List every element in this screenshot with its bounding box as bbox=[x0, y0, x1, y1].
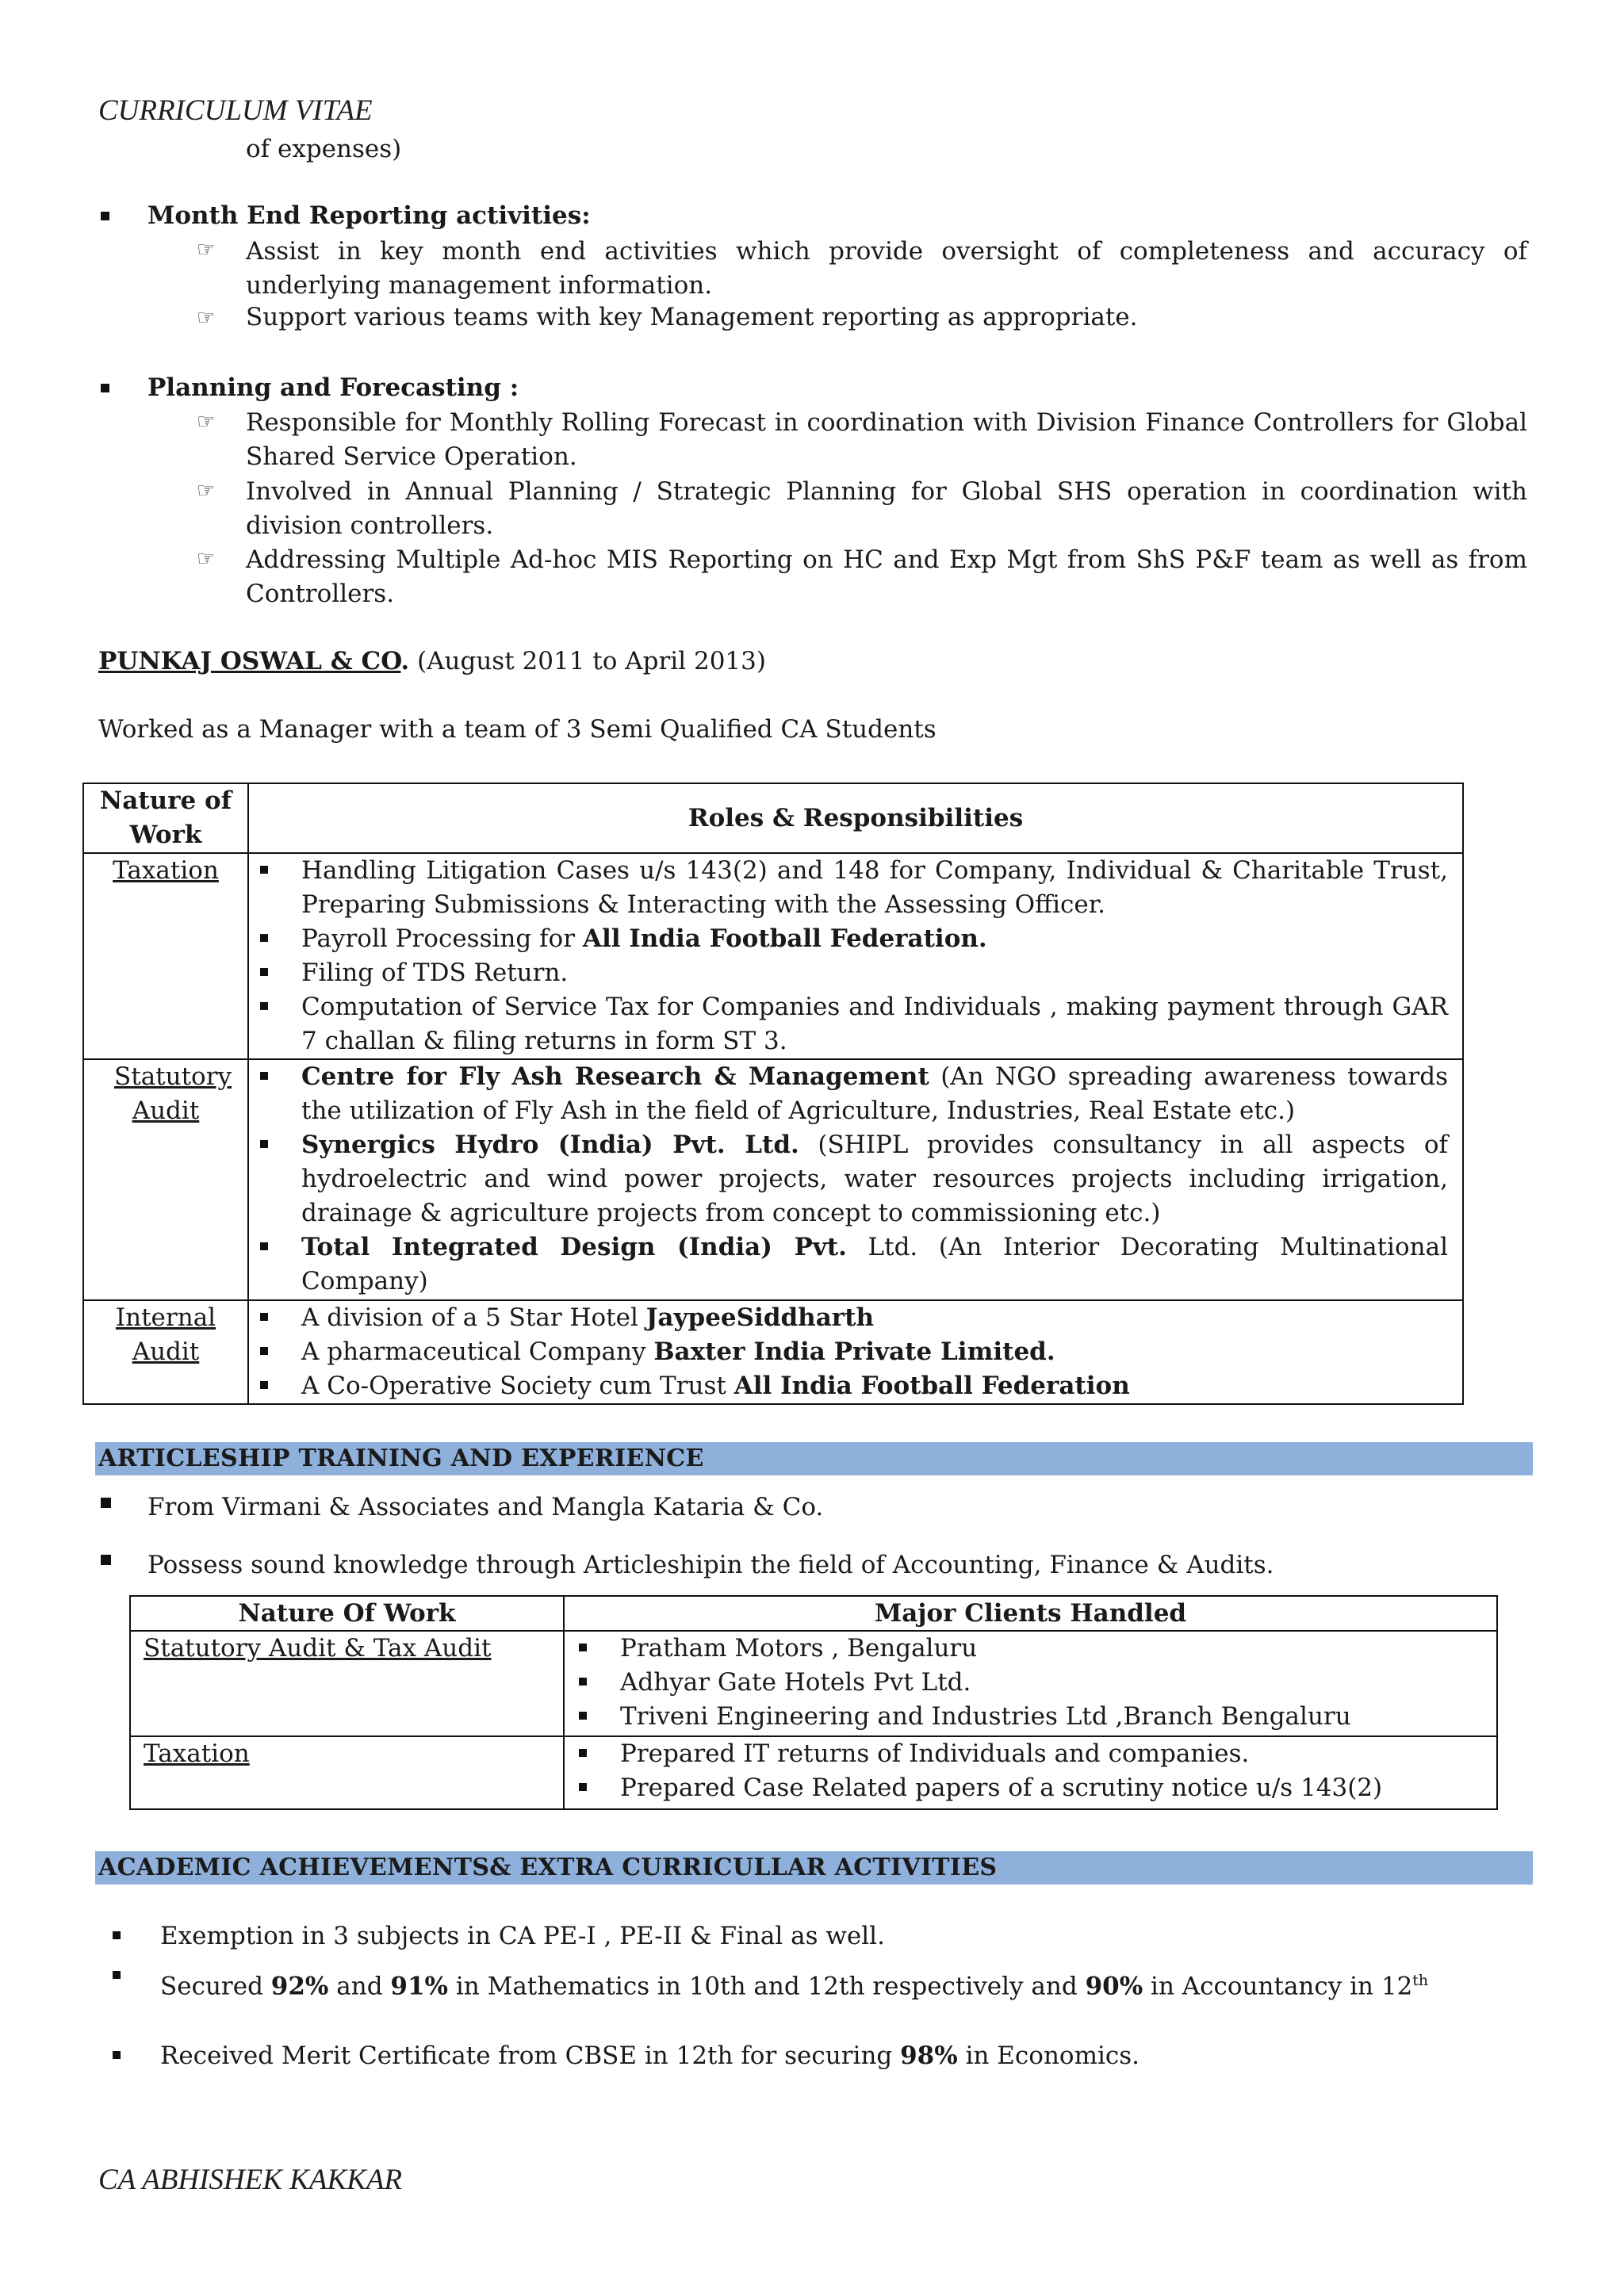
planning-item: Involved in Annual Planning / Strategic Planning for Global SHS operation in coordination with division controllers. bbox=[246, 477, 1527, 540]
list-item: Payroll Processing for All India Football Federation. bbox=[249, 922, 1448, 956]
bullet bbox=[101, 1498, 111, 1508]
clients-table bbox=[129, 1595, 1498, 1810]
bullet bbox=[113, 1931, 121, 1939]
table-row bbox=[83, 1059, 1463, 1300]
list-item: Computation of Service Tax for Companies and Individuals , making payment through GAR 7 challan & filing returns in form ST 3. bbox=[249, 990, 1448, 1058]
academic-item: Received Merit Certificate from CBSE in 12th for securing 98% in Economics. bbox=[160, 2042, 1140, 2070]
list-item: A pharmaceutical Company Baxter India Private Limited. bbox=[249, 1335, 1448, 1369]
list-item: Adhyar Gate Hotels Pvt Ltd. bbox=[568, 1666, 1496, 1700]
list-item: A division of a 5 Star Hotel JaypeeSiddharth bbox=[249, 1301, 1448, 1335]
pointing-hand-icon: ☞ bbox=[197, 547, 216, 571]
col-header-nature: Nature of Work bbox=[83, 783, 248, 853]
academic-item: Exemption in 3 subjects in CA PE-I , PE-II & Final as well. bbox=[160, 1922, 885, 1950]
list-item: Total Integrated Design (India) Pvt. Ltd. (An Interior Decorating Multinational Company) bbox=[249, 1230, 1448, 1299]
month-end-item: Assist in key month end activities which provide oversight of completeness and accuracy of underlying management information. bbox=[246, 237, 1527, 300]
list-item: Synergics Hydro (India) Pvt. Ltd. (SHIPL provides consultancy in all aspects of hydroelectric and wind power projects, water resources projects including irrigation, drainage & agriculture projects from concept to commissioning etc.) bbox=[249, 1128, 1448, 1230]
col-header-roles: Roles & Responsibilities bbox=[248, 783, 1463, 853]
firm-role: Worked as a Manager with a team of 3 Semi Qualified CA Students bbox=[98, 715, 936, 744]
bullet bbox=[101, 212, 109, 220]
list-item: Prepared IT returns of Individuals and companies. bbox=[568, 1737, 1496, 1771]
month-end-item: Support various teams with key Management reporting as appropriate. bbox=[246, 303, 1138, 331]
list-item: Centre for Fly Ash Research & Management (An NGO spreading awareness towards the utilization of Fly Ash in the field of Agriculture, Industries, Real Estate etc.) bbox=[249, 1060, 1448, 1128]
list-item: Handling Litigation Cases u/s 143(2) and 148 for Company, Individual & Charitable Trust, Preparing Submissions & Interacting with the Assessing Officer. bbox=[249, 854, 1448, 922]
bullet bbox=[101, 1555, 111, 1565]
table-row bbox=[130, 1736, 1497, 1809]
list-item: Filing of TDS Return. bbox=[249, 956, 1448, 990]
bullet bbox=[113, 1971, 121, 1979]
firm-line: PUNKAJ OSWAL & CO. (August 2011 to April 2013) bbox=[98, 647, 766, 675]
row-label-statutory: Statutory Audit bbox=[114, 1062, 232, 1125]
planning-item: Addressing Multiple Ad-hoc MIS Reporting on HC and Exp Mgt from ShS P&F team as well as from Controllers. bbox=[246, 545, 1527, 608]
table-row bbox=[83, 1300, 1463, 1404]
row-label-internal: Internal Audit bbox=[115, 1303, 216, 1366]
list-item: Triveni Engineering and Industries Ltd ,Branch Bengaluru bbox=[568, 1700, 1496, 1734]
roles-table bbox=[82, 783, 1464, 1405]
table-row bbox=[130, 1631, 1497, 1736]
col-header-nature: Nature Of Work bbox=[130, 1596, 564, 1631]
list-item: Pratham Motors , Bengaluru bbox=[568, 1632, 1496, 1666]
firm-period: (August 2011 to April 2013) bbox=[417, 647, 766, 675]
table-row bbox=[83, 853, 1463, 1059]
pointing-hand-icon: ☞ bbox=[197, 410, 216, 434]
col-header-clients: Major Clients Handled bbox=[564, 1596, 1497, 1631]
continued-text: of expenses) bbox=[246, 135, 402, 163]
pointing-hand-icon: ☞ bbox=[197, 479, 216, 503]
list-item: A Co-Operative Society cum Trust All India Football Federation bbox=[249, 1369, 1448, 1403]
articleship-item: Possess sound knowledge through Articleshipin the field of Accounting, Finance & Audits. bbox=[147, 1551, 1274, 1579]
pointing-hand-icon: ☞ bbox=[197, 306, 216, 330]
list-item: Prepared Case Related papers of a scrutiny notice u/s 143(2) bbox=[568, 1771, 1496, 1805]
row-label: Taxation bbox=[144, 1739, 250, 1768]
bullet bbox=[113, 2051, 121, 2059]
articleship-heading: ARTICLESHIP TRAINING AND EXPERIENCE bbox=[98, 1445, 704, 1472]
row-label-taxation: Taxation bbox=[113, 856, 219, 885]
planning-heading: Planning and Forecasting : bbox=[147, 373, 519, 402]
page-footer: CA ABHISHEK KAKKAR bbox=[98, 2164, 403, 2196]
planning-item: Responsible for Monthly Rolling Forecast in coordination with Division Finance Controllers for Global Shared Service Operation. bbox=[246, 408, 1527, 471]
firm-name: PUNKAJ OSWAL & CO bbox=[98, 647, 401, 675]
articleship-item: From Virmani & Associates and Mangla Kataria & Co. bbox=[147, 1493, 824, 1521]
academic-item: Secured 92% and 91% in Mathematics in 10th and 12th respectively and 90% in Accountancy in 12th bbox=[160, 1972, 1429, 2001]
row-label: Statutory Audit & Tax Audit bbox=[144, 1634, 492, 1663]
academic-heading: ACADEMIC ACHIEVEMENTS& EXTRA CURRICULLAR ACTIVITIES bbox=[98, 1854, 998, 1881]
month-end-heading: Month End Reporting activities: bbox=[147, 201, 591, 230]
pointing-hand-icon: ☞ bbox=[197, 238, 216, 262]
bullet bbox=[101, 384, 109, 392]
page-header: CURRICULUM VITAE bbox=[98, 94, 373, 127]
